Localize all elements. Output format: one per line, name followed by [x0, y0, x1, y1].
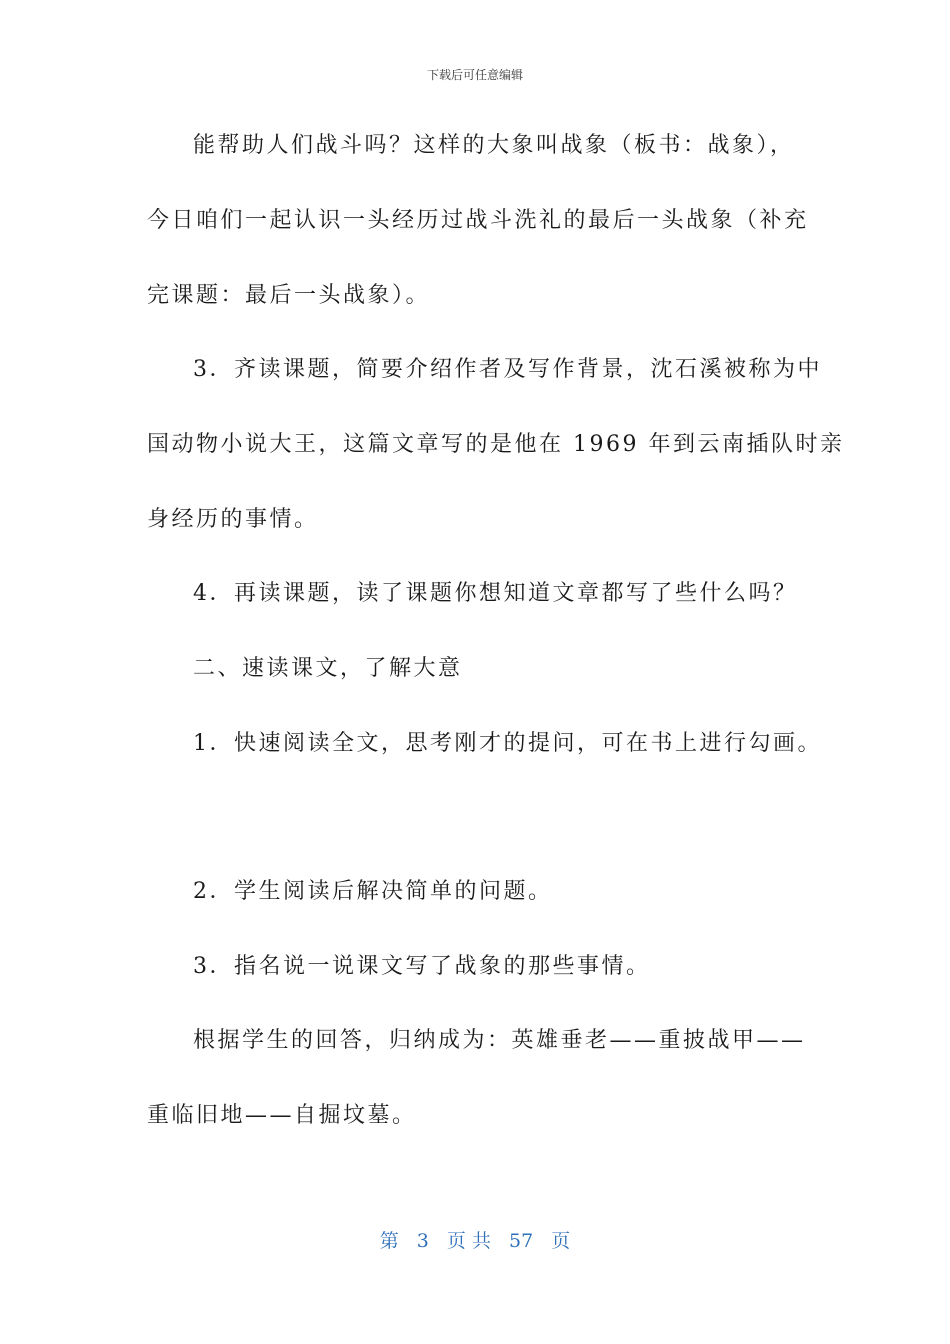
body-line-11: 3．指名说一说课文写了战象的那些事情。 [193, 954, 651, 979]
body-line-9: 1．快速阅读全文，思考刚才的提问，可在书上进行勾画。 [193, 731, 822, 756]
body-line-7: 4．再读课题，读了课题你想知道文章都写了些什么吗？ [193, 581, 798, 606]
section-heading: 二、速读课文，了解大意 [193, 656, 463, 681]
body-line-5: 国动物小说大王，这篇文章写的是他在 1969 年到云南插队时亲 [147, 432, 845, 457]
body-line-3: 完课题：最后一头战象）。 [147, 283, 431, 308]
body-line-2: 今日咱们一起认识一头经历过战斗洗礼的最后一头战象（补充 [147, 208, 809, 233]
body-line-13: 重临旧地——自掘坟墓。 [147, 1103, 417, 1128]
page-footer [0, 1226, 950, 1253]
body-line-4: 3．齐读课题，简要介绍作者及写作背景，沈石溪被称为中 [193, 357, 822, 382]
body-line-1: 能帮助人们战斗吗？这样的大象叫战象（板书：战象）， [193, 133, 795, 158]
footer-suffix: 页 [551, 1230, 571, 1252]
footer-total-pages: 57 [509, 1230, 534, 1252]
body-line-10: 2．学生阅读后解决简单的问题。 [193, 879, 553, 904]
footer-prefix: 第 [379, 1230, 399, 1252]
page-header: 下载后可任意编辑 [426, 68, 523, 82]
body-line-6: 身经历的事情。 [147, 507, 319, 532]
body-line-12: 根据学生的回答，归纳成为：英雄垂老——重披战甲—— [193, 1028, 806, 1053]
footer-middle: 页 共 [446, 1230, 491, 1252]
footer-page-number: 3 [416, 1230, 429, 1252]
